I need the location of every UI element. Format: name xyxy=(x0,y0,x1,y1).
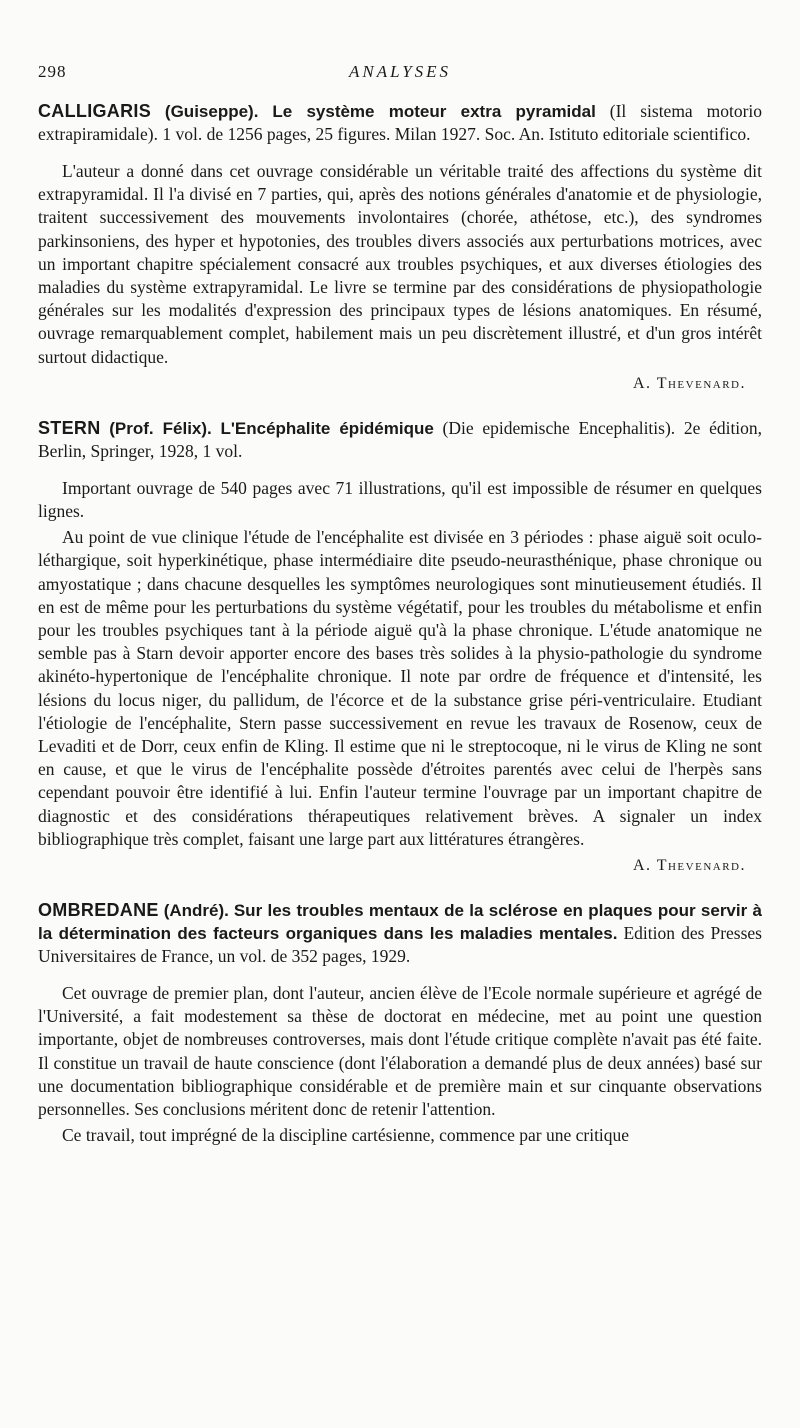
review-publication-details: (Die epidemische Encephalitis). 2e édition, Berlin, Springer, 1928, 1 vol. xyxy=(38,417,763,461)
running-title: ANALYSES xyxy=(348,62,452,81)
review-paragraph: Ce travail, tout imprégné de la discipline cartésienne, commence par une critique xyxy=(62,1125,630,1146)
page-header xyxy=(38,62,762,86)
review-stern xyxy=(38,417,762,875)
review-paragraph: L'auteur a donné dans cet ouvrage considérable un véritable traité des affections du système dit extrapyramidal. Il l'a divisé en 7 parties, qui, après des notions générales d'anatomie et de physiologie, traitent successivement des mouvements involontaires (chorée, athétose, etc.), des syndromes parkinsoniens, des hyper et hypotonies, des troubles divers associés aux perturbations motrices, avec un important chapitre spécialement consacré aux troubles psychiques, et aux diverses étiologies des maladies du système extrapyramidal. Le livre se termine par des considérations de physiopathologie générales sur les modalités d'expression des principaux types de lésions anatomiques. En résumé, ouvrage remarquablement complet, habilement mais un peu discrètement illustré, et d'un gros intérêt surtout didactique. xyxy=(38,161,762,367)
bibliographic-reference xyxy=(38,100,762,146)
review-author-first-name: (André). xyxy=(163,901,229,921)
bibliographic-reference xyxy=(38,899,762,968)
review-work-title: Le système moteur extra pyramidal xyxy=(272,102,596,121)
review-author-first-name: (Guiseppe). xyxy=(164,102,259,121)
page-content xyxy=(38,100,762,1172)
review-work-title: Sur les troubles mentaux de la sclérose en plaques pour servir à la détermination des facteurs organiques dans les maladies mentales. xyxy=(38,901,763,944)
review-author: OMBREDANE xyxy=(38,900,159,921)
review-work-title: L'Encéphalite épidémique xyxy=(220,418,434,438)
review-publication-details: Edition des Presses Universitaires de France, un vol. de 352 pages, 1929. xyxy=(38,923,762,967)
review-signature: A. Thevenard. xyxy=(632,857,746,875)
review-author-first-name: (Prof. Félix). xyxy=(109,418,212,438)
review-publication-details: (Il sistema motorio extrapiramidale). 1 vol. de 1256 pages, 25 figures. Milan 1927. Soc. An. Istituto editoriale scientifico. xyxy=(38,101,763,144)
review-paragraph: Important ouvrage de 540 pages avec 71 illustrations, qu'il est impossible de résumer en quelques lignes. xyxy=(38,477,762,522)
review-author: STERN xyxy=(38,417,101,438)
bibliographic-reference xyxy=(38,417,762,463)
review-signature: A. Thevenard. xyxy=(632,374,746,392)
review-paragraph: Cet ouvrage de premier plan, dont l'auteur, ancien élève de l'Ecole normale supérieure et agrégé de l'Université, a fait modestement sa thèse de doctorat en médecine, met au point une question importante, objet de nombreuses controverses, mais dont l'étude critique complète n'avait pas été faite. Il constitue un travail de haute conscience (dont l'élaboration a demandé plus de deux années) basé sur une documentation bibliographique considérable et de première main et sur cinquante observations personnelles. Ses conclusions méritent donc de retenir l'attention. xyxy=(38,983,762,1120)
review-author: CALLIGARIS xyxy=(38,101,151,121)
review-paragraph: Au point de vue clinique l'étude de l'encéphalite est divisée en 3 périodes : phase aiguë soit oculo-léthargique, soit hyperkinétique, phase intermédiaire dite pseudo-neurasthénique, phase chronique ou amyostatique ; dans chacune desquelles les symptômes neurologiques sont minutieusement étudiés. Il en est de même pour les perturbations du système végétatif, pour les troubles du métabolisme et enfin pour les troubles psychiques tant à la période aiguë qu'à la phase chronique. L'étude anatomique ne semble pas à Starn devoir apporter encore des bases très solides à la physio-pathologie du syndrome akinéto-hypertonique de l'encéphalite chronique. Il note par ordre de fréquence et d'intensité, les lésions du locus niger, du pallidum, de l'écorce et de la substance grise péri-ventriculaire. Etudiant l'étiologie de l'encéphalite, Stern passe successivement en revue les travaux de Rosenow, ceux de Levaditi et de Dorr, ceux enfin de Kling. Il estime que ni le streptocoque, ni le virus de Kling ne sont en cause, et que le virus de l'encéphalite possède d'étroites parentés avec celui de l'herpès sans cependant pouvoir être identifié à lui. Enfin l'auteur termine l'ouvrage par un important chapitre de diagnostic et des considérations thérapeutiques relativement brèves. A signaler un index bibliographique très complet, faisant une large part aux littératures étrangères. xyxy=(38,527,762,849)
page-number: 298 xyxy=(38,62,67,81)
review-ombredane xyxy=(38,899,762,1147)
review-calligaris xyxy=(38,100,762,393)
